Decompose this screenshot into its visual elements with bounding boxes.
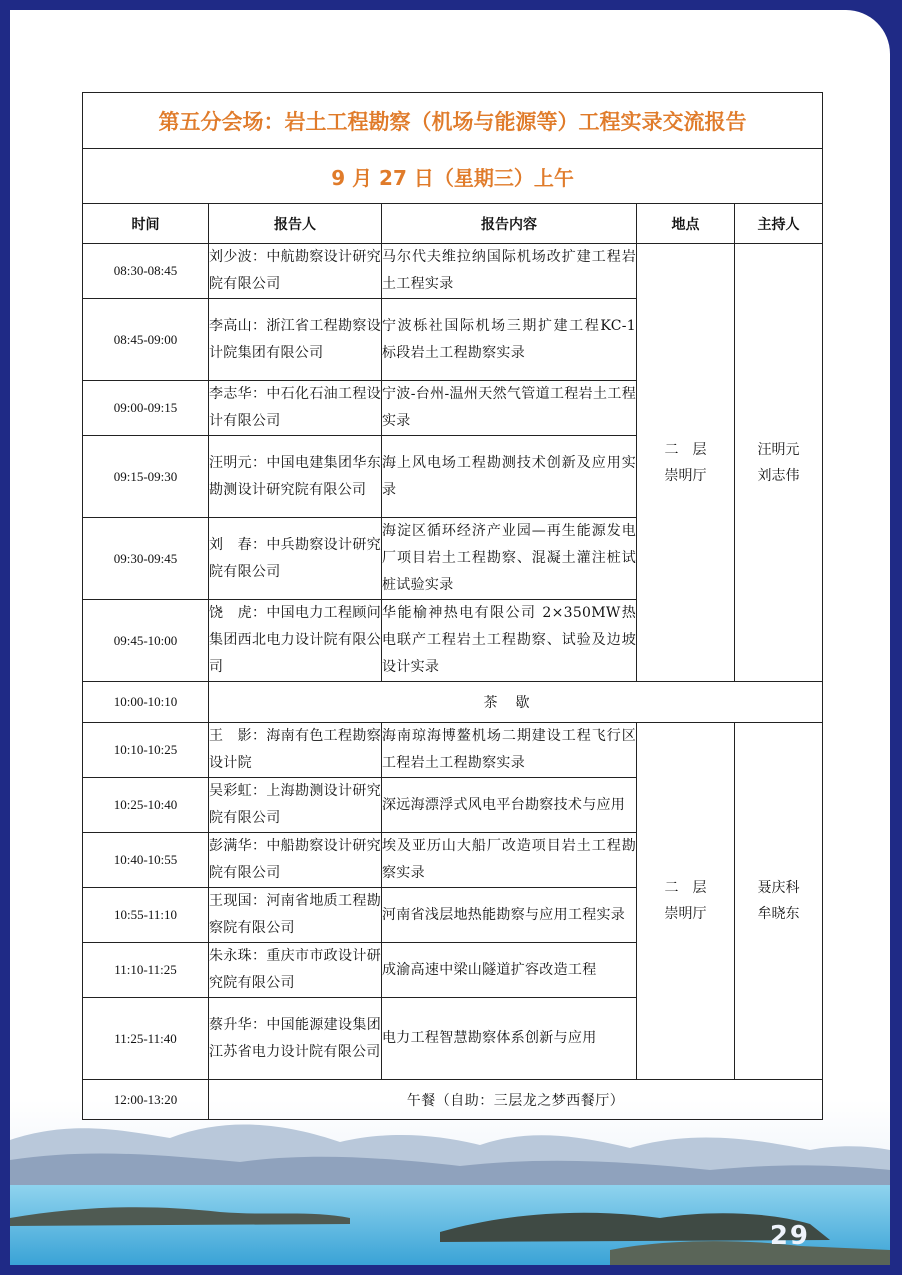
- row-reporter: 吴彩虹：上海勘测设计研究院有限公司: [209, 778, 382, 833]
- row-reporter: 李志华：中石化石油工程设计有限公司: [209, 381, 382, 436]
- row-reporter: 蔡升华：中国能源建设集团江苏省电力设计院有限公司: [209, 998, 382, 1080]
- row-content: 埃及亚历山大船厂改造项目岩土工程勘察实录: [382, 833, 637, 888]
- row-content: 电力工程智慧勘察体系创新与应用: [382, 998, 637, 1080]
- row-reporter: 汪明元：中国电建集团华东勘测设计研究院有限公司: [209, 436, 382, 518]
- page-content: [10, 10, 890, 1265]
- row-content: 成渝高速中梁山隧道扩容改造工程: [382, 943, 637, 998]
- session1-host: [735, 244, 823, 682]
- row-reporter: 朱永珠：重庆市市政设计研究院有限公司: [209, 943, 382, 998]
- session2-host: [735, 723, 823, 1080]
- lunch-row: [83, 1080, 823, 1120]
- header-host: 主持人: [735, 204, 823, 244]
- row-reporter: 饶 虎：中国电力工程顾问集团西北电力设计院有限公司: [209, 600, 382, 682]
- session1-host-1: 汪明元: [757, 441, 800, 458]
- row-content: 河南省浅层地热能勘察与应用工程实录: [382, 888, 637, 943]
- row-content: 宁波栎社国际机场三期扩建工程KC-1 标段岩土工程勘察实录: [382, 299, 637, 381]
- session1-location-floor: 二 层: [664, 441, 707, 458]
- table-row: [83, 723, 823, 778]
- lunch-label: 午餐（自助：三层龙之梦西餐厅）: [209, 1080, 823, 1120]
- row-time: 11:10-11:25: [83, 943, 209, 998]
- header-time: 时间: [83, 204, 209, 244]
- session1-location: [637, 244, 735, 682]
- break-row: [83, 682, 823, 723]
- header-content: 报告内容: [382, 204, 637, 244]
- row-reporter: 彭满华：中船勘察设计研究院有限公司: [209, 833, 382, 888]
- row-time: 10:55-11:10: [83, 888, 209, 943]
- header-reporter: 报告人: [209, 204, 382, 244]
- row-content: 海南琼海博鳌机场二期建设工程飞行区工程岩土工程勘察实录: [382, 723, 637, 778]
- row-time: 11:25-11:40: [83, 998, 209, 1080]
- session1-host-2: 刘志伟: [757, 467, 800, 484]
- session2-location-floor: 二 层: [664, 880, 707, 896]
- header-location: 地点: [637, 204, 735, 244]
- row-reporter: 王 影：海南有色工程勘察设计院: [209, 723, 382, 778]
- schedule-table: [82, 92, 823, 1120]
- lunch-time: 12:00-13:20: [83, 1080, 209, 1120]
- row-time: 08:45-09:00: [83, 299, 209, 381]
- table-row: [83, 244, 823, 299]
- session-title: 第五分会场：岩土工程勘察（机场与能源等）工程实录交流报告: [83, 93, 823, 149]
- tea-break-label: 茶歇: [209, 682, 823, 723]
- row-reporter: 刘少波：中航勘察设计研究院有限公司: [209, 244, 382, 299]
- row-content: 海淀区循环经济产业园—再生能源发电厂项目岩土工程勘察、混凝土灌注桩试桩试验实录: [382, 518, 637, 600]
- row-content: 宁波-台州-温州天然气管道工程岩土工程实录: [382, 381, 637, 436]
- break-time: 10:00-10:10: [83, 682, 209, 723]
- session2-location-hall: 崇明厅: [664, 906, 707, 922]
- session2-host-1: 聂庆科: [757, 880, 800, 896]
- page-number: 29: [769, 1221, 810, 1251]
- row-reporter: 刘 春：中兵勘察设计研究院有限公司: [209, 518, 382, 600]
- row-time: 09:45-10:00: [83, 600, 209, 682]
- row-time: 09:00-09:15: [83, 381, 209, 436]
- row-content: 深远海漂浮式风电平台勘察技术与应用: [382, 778, 637, 833]
- row-time: 10:25-10:40: [83, 778, 209, 833]
- row-time: 09:15-09:30: [83, 436, 209, 518]
- row-time: 08:30-08:45: [83, 244, 209, 299]
- row-reporter: 王现国：河南省地质工程勘察院有限公司: [209, 888, 382, 943]
- session-date: 9 月 27 日（星期三）上午: [83, 149, 823, 204]
- row-content: 海上风电场工程勘测技术创新及应用实录: [382, 436, 637, 518]
- lake-landscape-image: [10, 1100, 890, 1265]
- row-time: 09:30-09:45: [83, 518, 209, 600]
- session2-host-2: 牟晓东: [757, 906, 800, 922]
- row-content: 马尔代夫维拉纳国际机场改扩建工程岩土工程实录: [382, 244, 637, 299]
- row-time: 10:40-10:55: [83, 833, 209, 888]
- session2-location: [637, 723, 735, 1080]
- row-content: 华能榆神热电有限公司 2×350MW热电联产工程岩土工程勘察、试验及边坡设计实录: [382, 600, 637, 682]
- row-time: 10:10-10:25: [83, 723, 209, 778]
- session1-location-hall: 崇明厅: [664, 467, 707, 484]
- row-reporter: 李高山：浙江省工程勘察设计院集团有限公司: [209, 299, 382, 381]
